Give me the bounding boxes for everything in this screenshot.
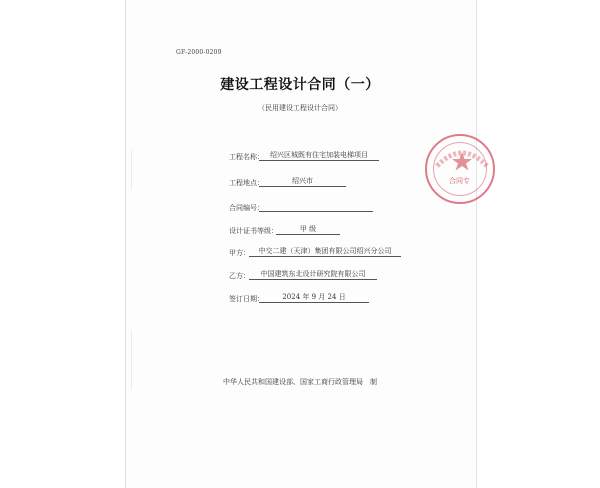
- party-a-value: 中交二建（天津）集团有限公司绍兴分公司: [249, 246, 401, 257]
- design-grade-value: 甲 级: [276, 224, 340, 235]
- issuer-footer: 中华人民共和国建设部、国家工商行政管理局 制: [223, 378, 377, 386]
- seal-star-icon: [427, 136, 495, 204]
- document-code: GF-2000-0209: [176, 49, 222, 56]
- party-b-label: 乙方：: [229, 272, 250, 280]
- project-name-value: 绍兴区城既有住宅加装电梯项目: [259, 150, 379, 161]
- project-location-label: 工程地点：: [229, 179, 264, 187]
- signing-date-value: 2024 年 9 月 24 日: [259, 292, 369, 303]
- document-title: 建设工程设计合同（一）: [220, 77, 380, 93]
- official-seal: [425, 134, 495, 204]
- contract-number-value: [259, 201, 373, 212]
- project-name-label: 工程名称：: [229, 153, 264, 161]
- party-a-label: 甲方：: [229, 249, 250, 257]
- signing-date-label: 签订日期：: [229, 295, 264, 303]
- contract-number-label: 合同编号：: [229, 204, 264, 212]
- party-b-value: 中国建筑东北设计研究院有限公司: [249, 269, 377, 280]
- design-grade-label: 设计证书等级：: [229, 227, 278, 235]
- scan-artifact: [131, 150, 132, 190]
- document-subtitle: （民用建设工程设计合同）: [258, 104, 342, 112]
- scan-artifact: [131, 330, 132, 390]
- project-location-value: 绍兴市: [259, 176, 346, 187]
- seal-text: 合同专: [449, 177, 470, 185]
